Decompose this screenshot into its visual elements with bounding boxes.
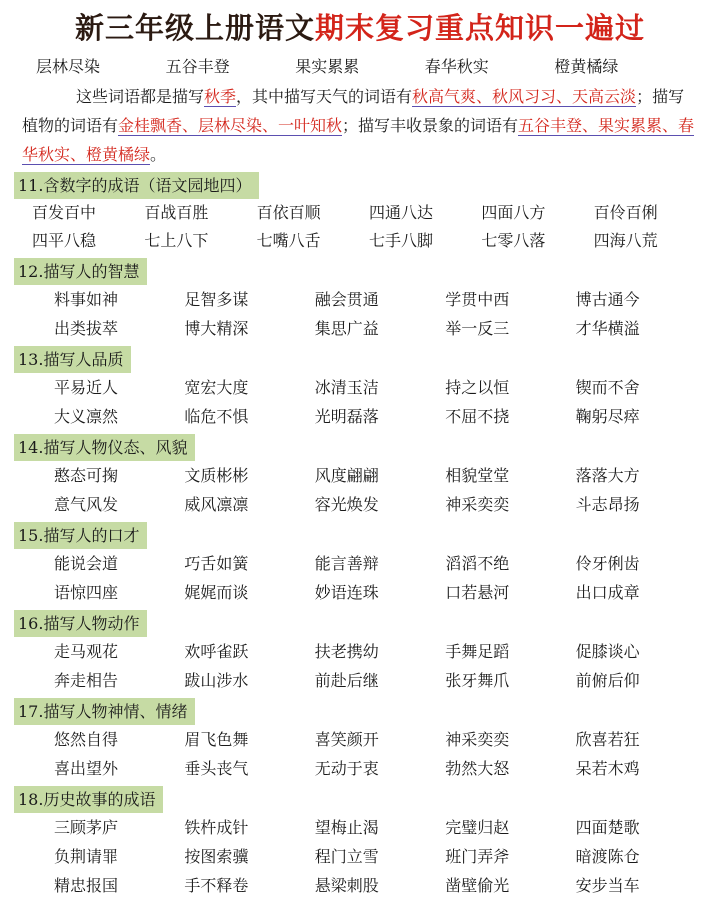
idiom: 无动于衷 xyxy=(314,759,379,778)
para-highlight: 金桂飘香、层林尽染、一叶知秋 xyxy=(118,116,343,135)
idiom: 垂头丧气 xyxy=(184,759,249,778)
idiom: 四面楚歌 xyxy=(575,818,640,837)
idiom: 奔走相告 xyxy=(54,671,119,690)
section-heading: 12.描写人的智慧 xyxy=(14,258,147,285)
idiom: 跋山涉水 xyxy=(184,671,249,690)
idiom-grid xyxy=(14,199,706,255)
idiom-grid xyxy=(14,813,706,900)
para-text: ；描写植物的词语有 xyxy=(22,87,685,135)
idiom: 博古通今 xyxy=(575,290,640,309)
para-text: 这些词语都是描写 xyxy=(76,87,205,106)
idiom: 四通八达 xyxy=(369,203,434,222)
section-11 xyxy=(14,169,706,255)
idiom-grid xyxy=(14,373,706,431)
idiom: 七零八落 xyxy=(481,231,546,250)
section-16 xyxy=(14,607,706,695)
idiom: 欢呼雀跃 xyxy=(184,642,249,661)
idiom: 举一反三 xyxy=(445,319,510,338)
idiom: 滔滔不绝 xyxy=(445,554,510,573)
para-highlight: 秋高气爽、秋风习习、天高云淡 xyxy=(412,87,637,106)
page-title xyxy=(14,0,706,52)
idiom: 前赴后继 xyxy=(314,671,379,690)
idiom: 神采奕奕 xyxy=(445,730,510,749)
idiom: 憨态可掬 xyxy=(54,466,119,485)
idiom: 四海八荒 xyxy=(593,231,658,250)
idiom: 能言善辩 xyxy=(314,554,379,573)
idiom: 足智多谋 xyxy=(184,290,249,309)
section-17 xyxy=(14,695,706,783)
idiom: 勃然大怒 xyxy=(445,759,510,778)
idiom: 宽宏大度 xyxy=(184,378,249,397)
idiom: 容光焕发 xyxy=(314,495,379,514)
idiom: 喜出望外 xyxy=(54,759,119,778)
idiom: 眉飞色舞 xyxy=(184,730,249,749)
idiom: 喜笑颜开 xyxy=(314,730,379,749)
idiom: 百发百中 xyxy=(32,203,97,222)
idiom: 出类拔萃 xyxy=(54,319,119,338)
idiom: 巧舌如簧 xyxy=(184,554,249,573)
idiom: 四平八稳 xyxy=(32,231,97,250)
idiom: 出口成章 xyxy=(575,583,640,602)
idiom: 百依百顺 xyxy=(256,203,321,222)
idiom: 走马观花 xyxy=(54,642,119,661)
idiom-grid xyxy=(14,725,706,783)
idiom: 鞠躬尽瘁 xyxy=(575,407,640,426)
section-heading: 15.描写人的口才 xyxy=(14,522,147,549)
idiom: 负荆请罪 xyxy=(54,847,119,866)
idiom: 不屈不挠 xyxy=(445,407,510,426)
idiom: 临危不惧 xyxy=(184,407,249,426)
title-part-1: 新三年级上册语文 xyxy=(74,11,315,45)
idiom: 手不释卷 xyxy=(184,876,249,895)
idiom: 威风凛凛 xyxy=(184,495,249,514)
idiom: 风度翩翩 xyxy=(314,466,379,485)
intro-word: 五谷丰登 xyxy=(165,57,230,76)
idiom: 博大精深 xyxy=(184,319,249,338)
idiom-grid xyxy=(14,285,706,343)
idiom: 四面八方 xyxy=(481,203,546,222)
section-13 xyxy=(14,343,706,431)
section-heading: 18.历史故事的成语 xyxy=(14,786,163,813)
section-heading: 11.含数字的成语（语文园地四） xyxy=(14,172,259,199)
idiom: 呆若木鸡 xyxy=(575,759,640,778)
idiom: 手舞足蹈 xyxy=(445,642,510,661)
idiom: 伶牙俐齿 xyxy=(575,554,640,573)
idiom-grid xyxy=(14,461,706,519)
idiom: 相貌堂堂 xyxy=(445,466,510,485)
idiom: 七上八下 xyxy=(144,231,209,250)
idiom: 七手八脚 xyxy=(369,231,434,250)
section-12 xyxy=(14,255,706,343)
idiom: 落落大方 xyxy=(575,466,640,485)
intro-words-row xyxy=(14,52,706,82)
section-14 xyxy=(14,431,706,519)
intro-paragraph xyxy=(14,82,706,169)
idiom: 前俯后仰 xyxy=(575,671,640,690)
idiom: 锲而不舍 xyxy=(575,378,640,397)
idiom: 完璧归赵 xyxy=(445,818,510,837)
idiom: 文质彬彬 xyxy=(184,466,249,485)
section-heading: 13.描写人品质 xyxy=(14,346,131,373)
section-heading: 17.描写人物神情、情绪 xyxy=(14,698,195,725)
idiom: 悠然自得 xyxy=(54,730,119,749)
idiom-grid xyxy=(14,637,706,695)
idiom: 百伶百俐 xyxy=(593,203,658,222)
idiom: 三顾茅庐 xyxy=(54,818,119,837)
intro-word: 春华秋实 xyxy=(424,57,489,76)
idiom: 七嘴八舌 xyxy=(256,231,321,250)
idiom: 口若悬河 xyxy=(445,583,510,602)
idiom: 光明磊落 xyxy=(314,407,379,426)
idiom-grid xyxy=(14,549,706,607)
idiom: 冰清玉洁 xyxy=(314,378,379,397)
idiom: 张牙舞爪 xyxy=(445,671,510,690)
idiom: 斗志昂扬 xyxy=(575,495,640,514)
idiom: 持之以恒 xyxy=(445,378,510,397)
idiom: 暗渡陈仓 xyxy=(575,847,640,866)
intro-word: 橙黄橘绿 xyxy=(554,57,619,76)
idiom: 意气风发 xyxy=(54,495,119,514)
idiom: 凿壁偷光 xyxy=(445,876,510,895)
idiom: 精忠报国 xyxy=(54,876,119,895)
idiom: 班门弄斧 xyxy=(445,847,510,866)
para-text: ，其中描写天气的词语有 xyxy=(236,87,413,106)
idiom: 才华横溢 xyxy=(575,319,640,338)
idiom: 大义凛然 xyxy=(54,407,119,426)
para-highlight: 秋季 xyxy=(204,87,237,106)
idiom: 能说会道 xyxy=(54,554,119,573)
section-heading: 14.描写人物仪态、风貌 xyxy=(14,434,195,461)
idiom: 欣喜若狂 xyxy=(575,730,640,749)
intro-word: 果实累累 xyxy=(295,57,360,76)
idiom: 语惊四座 xyxy=(54,583,119,602)
idiom: 扶老携幼 xyxy=(314,642,379,661)
idiom: 集思广益 xyxy=(314,319,379,338)
idiom: 望梅止渴 xyxy=(314,818,379,837)
intro-word: 层林尽染 xyxy=(36,57,101,76)
idiom: 料事如神 xyxy=(54,290,119,309)
para-text: 。 xyxy=(150,145,167,164)
idiom: 安步当车 xyxy=(575,876,640,895)
title-part-2: 期末复习重点知识一遍过 xyxy=(315,11,646,45)
idiom: 妙语连珠 xyxy=(314,583,379,602)
idiom: 融会贯通 xyxy=(314,290,379,309)
section-15 xyxy=(14,519,706,607)
idiom: 百战百胜 xyxy=(144,203,209,222)
section-18 xyxy=(14,783,706,900)
para-text: ；描写丰收景象的词语有 xyxy=(342,116,519,135)
idiom: 娓娓而谈 xyxy=(184,583,249,602)
idiom: 铁杵成针 xyxy=(184,818,249,837)
idiom: 促膝谈心 xyxy=(575,642,640,661)
idiom: 悬梁刺股 xyxy=(314,876,379,895)
idiom: 程门立雪 xyxy=(314,847,379,866)
idiom: 学贯中西 xyxy=(445,290,510,309)
idiom: 神采奕奕 xyxy=(445,495,510,514)
idiom: 平易近人 xyxy=(54,378,119,397)
section-heading: 16.描写人物动作 xyxy=(14,610,147,637)
idiom: 按图索骥 xyxy=(184,847,249,866)
para-highlight: 五谷丰登、果实累累、春华秋实、橙黄橘绿 xyxy=(22,116,695,164)
